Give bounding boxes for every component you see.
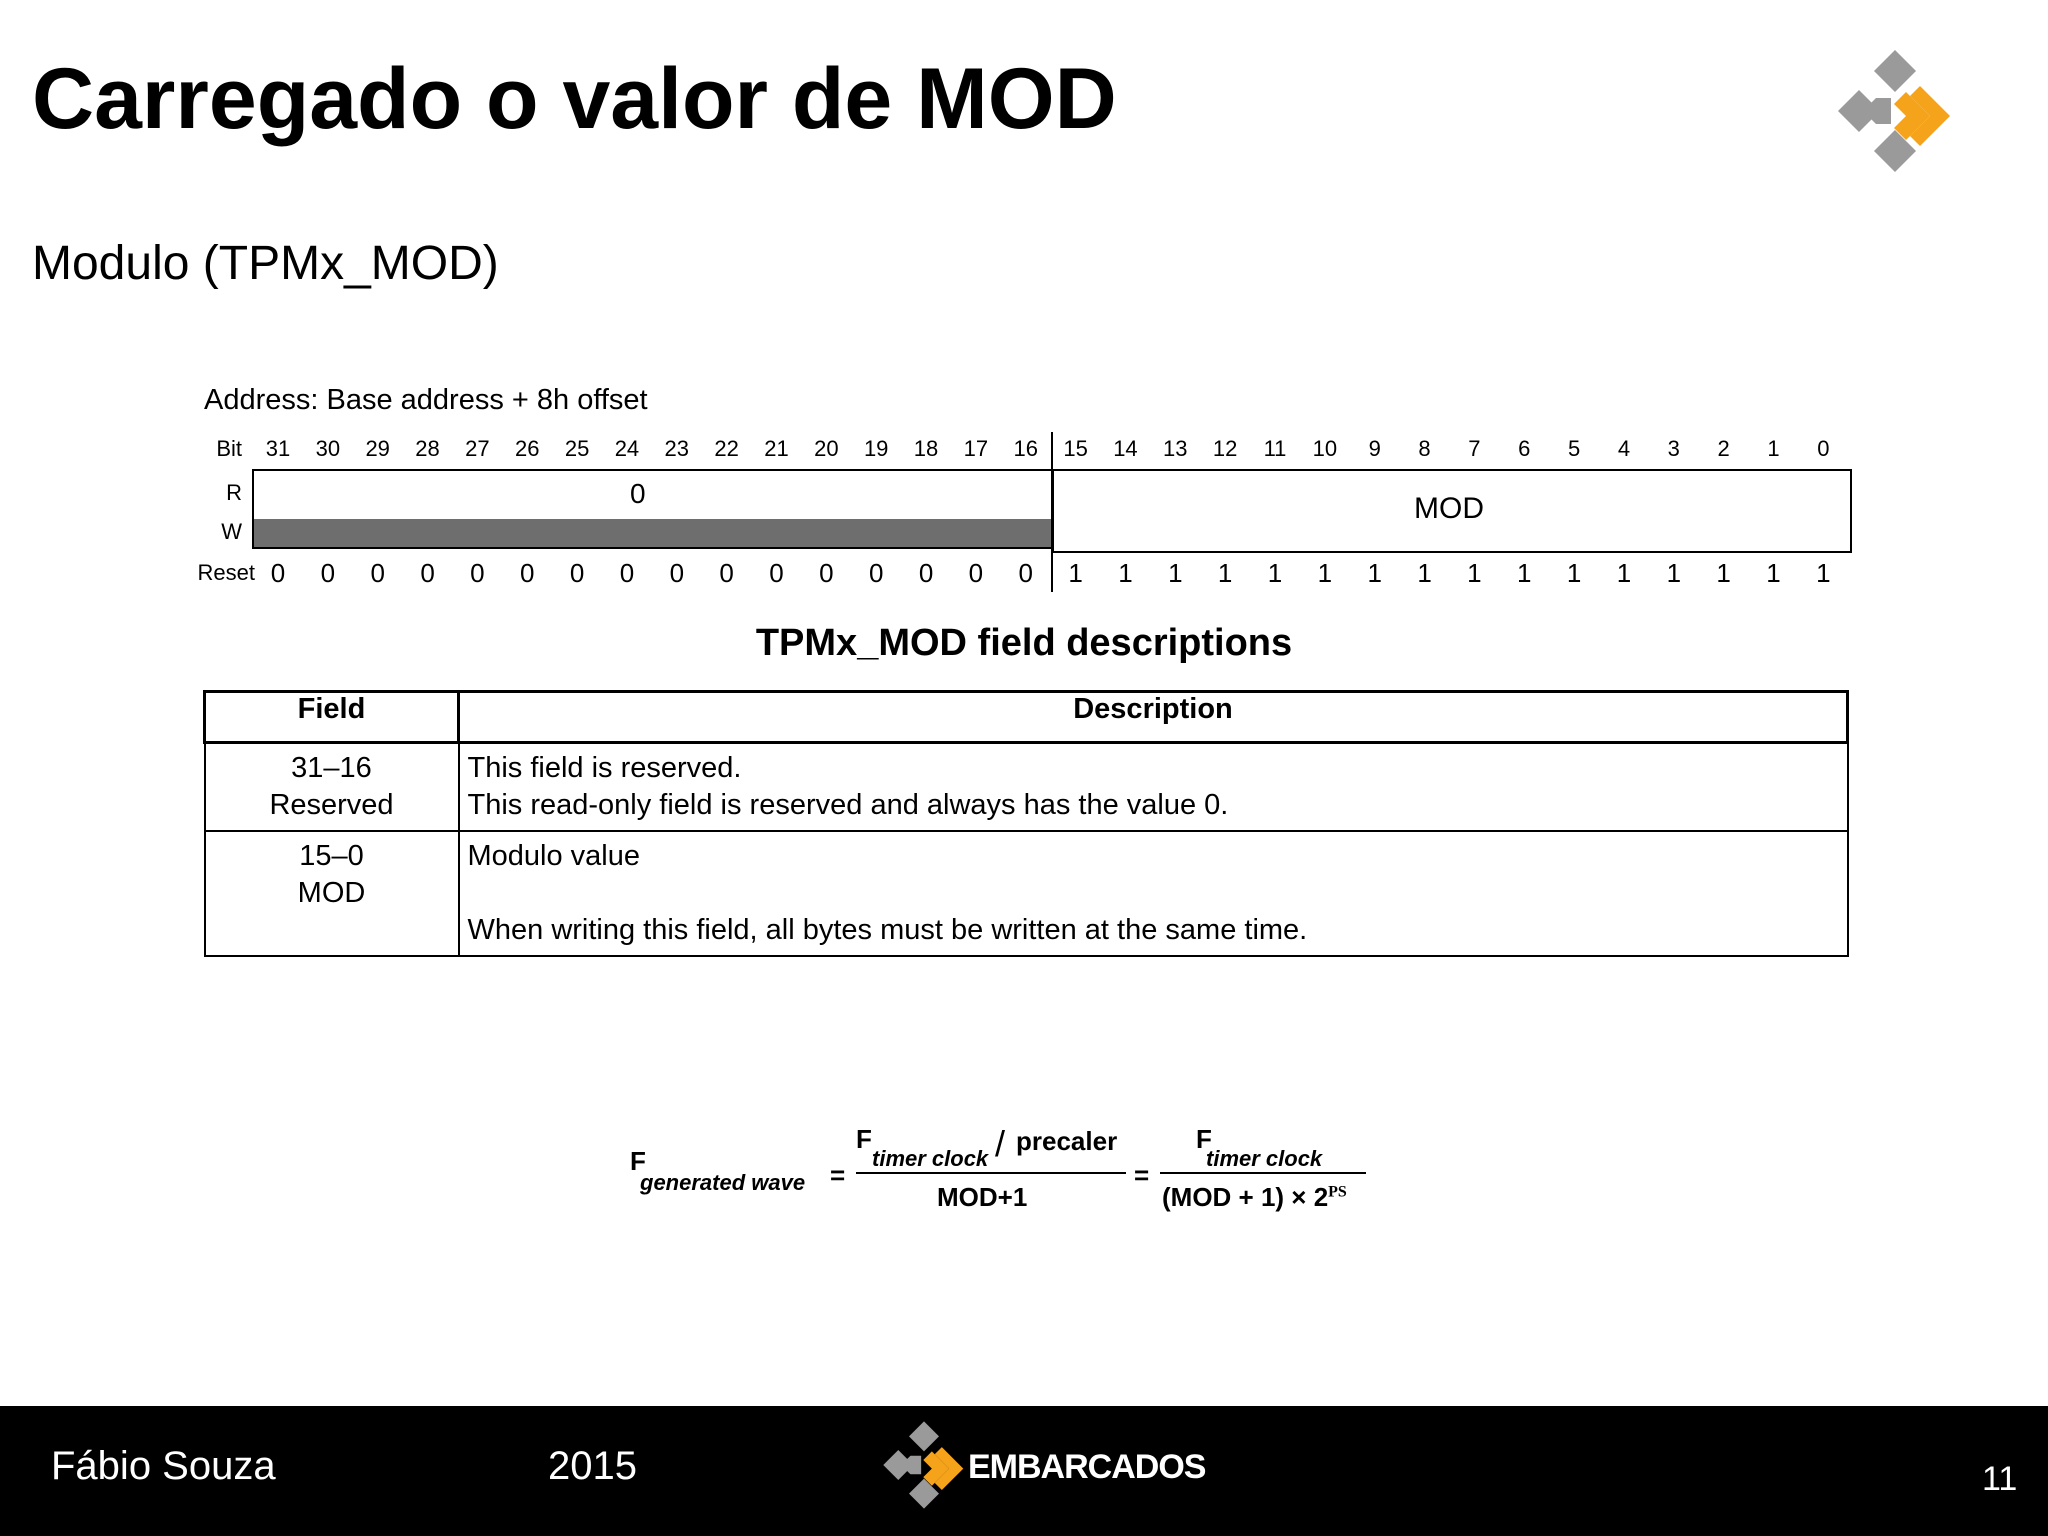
bit-number: 22 [714,436,739,461]
bit-number: 24 [614,436,640,461]
table-row [205,831,1848,956]
bit-number: 8 [1418,436,1431,461]
field-description-table [203,690,1849,957]
footer-author: Fábio Souza [51,1444,276,1488]
reset-value: 1 [1317,558,1333,588]
reset-value: 0 [320,558,336,588]
reset-value: 1 [1766,558,1781,588]
reset-value: 1 [1716,558,1731,588]
embarcados-logo-icon [1836,48,1954,174]
formula-denominator-2: $(MOD + 1) \times 2^{PS}$ [1162,1182,1347,1212]
reset-value: 1 [1666,558,1682,588]
table-header-row [205,692,1848,743]
bit-number: 15 [1063,436,1088,461]
reset-value: 0 [520,558,535,588]
reset-value: 1 [1616,558,1632,588]
bit-number: 7 [1468,436,1481,461]
reset-value: 0 [819,558,834,588]
reset-value: 0 [868,558,884,588]
formula-exponent: PS [1328,1183,1347,1201]
footer-bar [0,1406,2048,1536]
bit-number: 9 [1368,436,1381,461]
write-row-label: W [221,519,242,544]
formula-slash: / [995,1123,1006,1164]
slide-subtitle: Modulo (TPMx_MOD) [32,237,499,290]
reset-value: 0 [619,558,635,588]
bit-number: 18 [913,436,939,461]
reset-value: 1 [1566,558,1582,588]
reset-value: 1 [1517,558,1532,588]
bit-row-label: Bit [216,436,242,461]
bit-number: 1 [1767,436,1780,461]
formula-num1-subscript: timer clock [872,1146,989,1171]
field-cell [205,831,459,956]
bit-number: 30 [315,436,341,461]
bit-number: 5 [1567,436,1581,461]
bit-number: 26 [515,436,540,461]
bit-number: 3 [1667,436,1680,461]
formula-numerator-1: F [856,1124,872,1154]
formula-lhs: F [630,1146,646,1176]
field-header: Field [205,692,459,743]
reset-value: 0 [669,558,685,588]
formula-lhs-subscript: generated wave [640,1170,806,1195]
field-name: Reserved [269,789,394,821]
mod-field-label: MOD [1414,492,1484,525]
bit-number: 6 [1518,436,1531,461]
reset-value: 1 [1367,558,1382,588]
reset-value: 0 [1018,558,1033,588]
reset-value: 0 [370,558,385,588]
fraction-bar-2 [1160,1172,1366,1174]
bit-number: 11 [1263,436,1287,461]
description-cell [459,743,1848,832]
reset-value: 1 [1068,558,1083,588]
table-title: TPMx_MOD field descriptions [755,622,1293,664]
formula-num1-rest: precaler [1016,1126,1118,1156]
bit-number: 13 [1163,436,1188,461]
reset-value: 0 [420,558,435,588]
formula-equals-2: = [1134,1160,1150,1190]
reset-value: 1 [1816,558,1831,588]
reserved-field-write [252,519,1052,549]
table-row [205,743,1848,832]
formula-equals: = [830,1160,846,1190]
reset-value: 0 [719,558,734,588]
formula-num2-subscript: timer clock [1206,1146,1323,1171]
bit-number: 2 [1717,436,1730,461]
bit-number: 14 [1113,436,1138,461]
footer-year: 2015 [548,1444,637,1488]
bit-number: 12 [1212,436,1238,461]
fraction-bar-1 [856,1172,1126,1174]
bit-number: 0 [1817,436,1830,461]
reset-value: 0 [569,558,585,588]
reset-value: 1 [1417,558,1432,588]
bit-number: 28 [415,436,440,461]
embarcados-footer-logo-icon [880,1420,968,1510]
bit-number: 19 [863,436,889,461]
page-number: 11 [1982,1460,2018,1498]
bit-number: 29 [365,436,390,461]
bit-number: 21 [764,436,789,461]
bit-number: 23 [664,436,690,461]
reset-value: 1 [1118,558,1133,588]
reset-value: 0 [918,558,934,588]
register-address: Address: Base address + 8h offset [204,384,648,416]
reset-value: 1 [1168,558,1183,588]
description-line: This field is reserved. [467,752,742,784]
field-bits: 31–16 [291,752,372,784]
description-line: When writing this field, all bytes must be written at the same time. [467,914,1308,946]
bit-number: 17 [963,436,989,461]
reset-row-label: Reset [197,560,255,585]
bit-number: 4 [1617,436,1631,461]
field-name: MOD [297,877,366,909]
reset-value: 1 [1467,558,1482,588]
reset-value: 0 [270,558,286,588]
formula-denominator-1: MOD+1 [937,1182,1028,1212]
bit-number: 31 [265,436,291,461]
description-header: Description [459,692,1848,743]
description-line: Modulo value [467,840,640,872]
reset-value: 1 [1217,558,1233,588]
field-cell [205,743,459,832]
slide-title: Carregado o valor de MOD [32,51,1117,147]
footer-brand: EMBARCADOS [968,1448,1206,1486]
bit-number: 27 [465,436,490,461]
reset-value: 0 [968,558,984,588]
reset-value: 0 [470,558,485,588]
description-line: This read-only field is reserved and always has the value 0. [467,789,1229,821]
bit-number: 25 [564,436,590,461]
reserved-field-read [252,469,1054,521]
reset-value: 1 [1267,558,1283,588]
formula-numerator-2: F [1196,1124,1212,1154]
reset-value: 0 [769,558,784,588]
bit-number: 20 [814,436,839,461]
read-row-label: R [226,480,242,505]
bit-number: 16 [1013,436,1038,461]
bit-number: 10 [1312,436,1338,461]
description-cell [459,831,1848,956]
field-bits: 15–0 [299,840,364,872]
reserved-read-value: 0 [630,478,646,509]
